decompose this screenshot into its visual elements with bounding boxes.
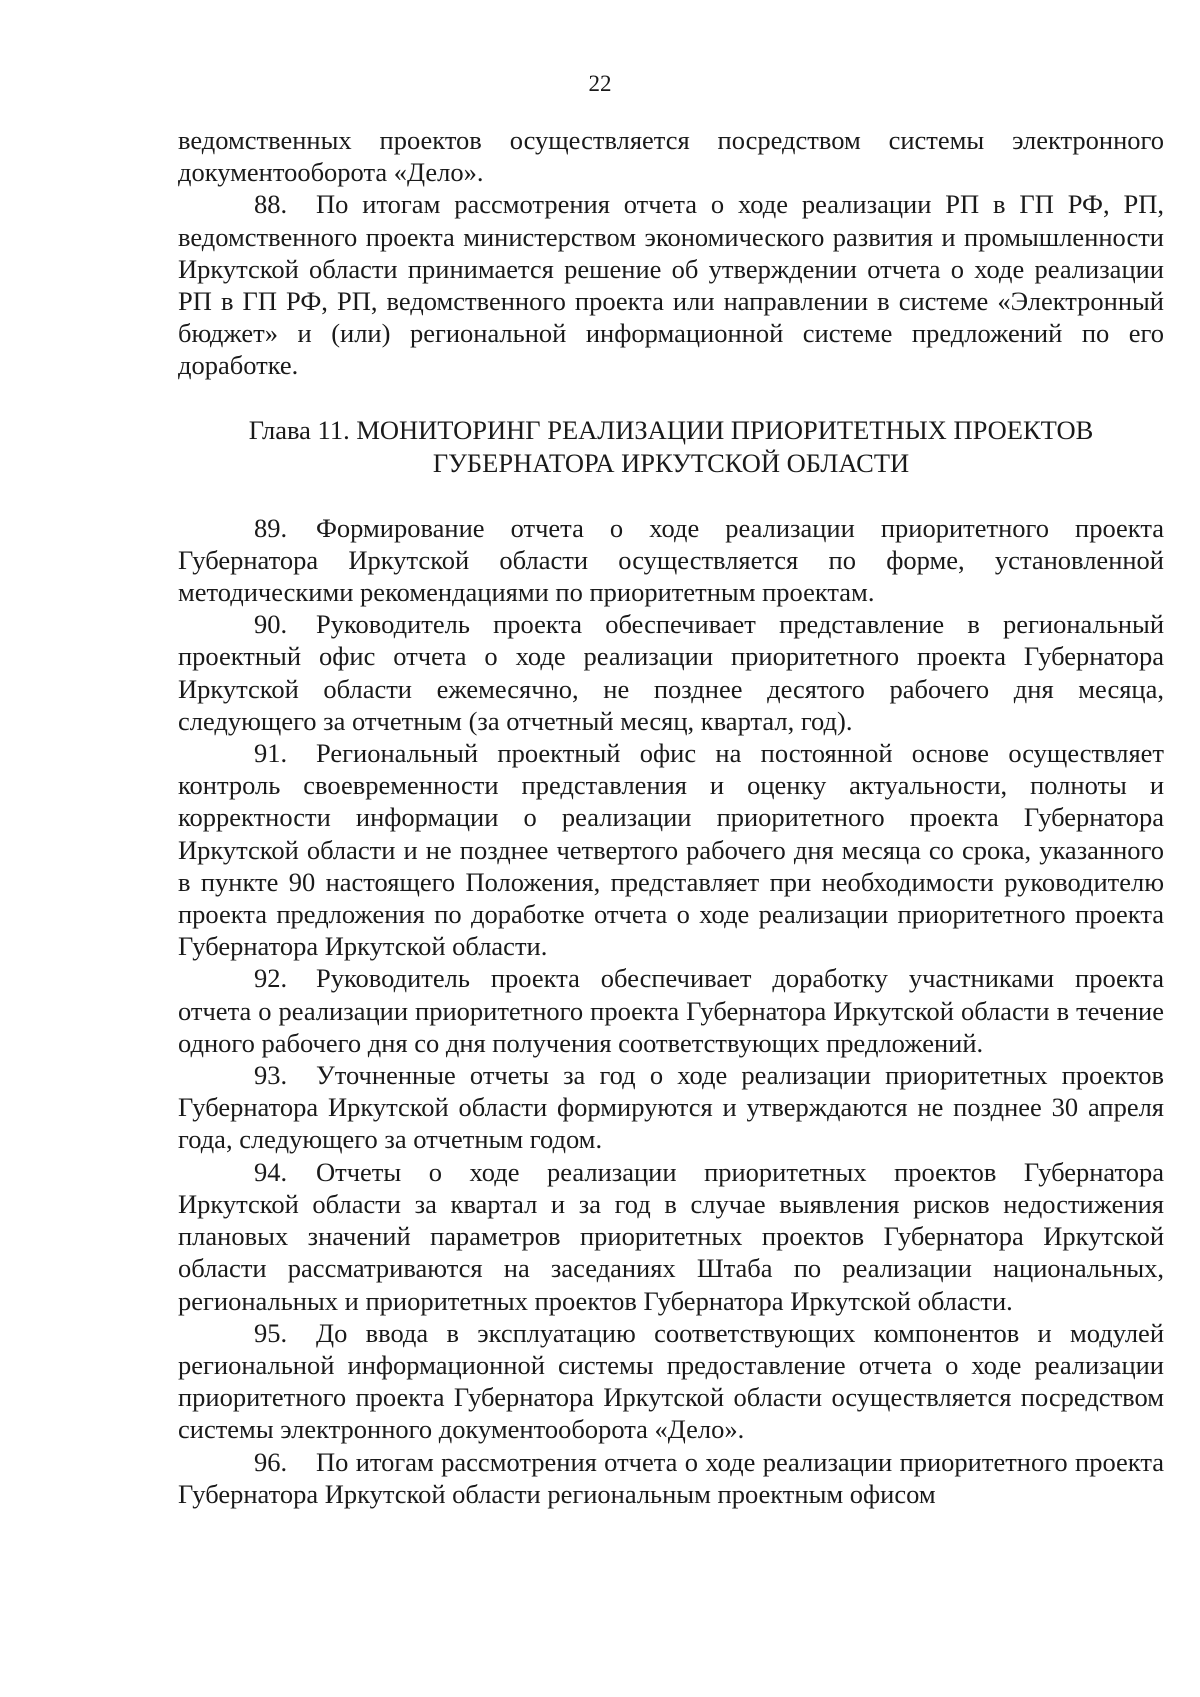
paragraph-number: 88. <box>254 189 288 220</box>
paragraph-number: 96. <box>254 1446 288 1477</box>
paragraph-96 <box>178 1446 1164 1510</box>
chapter-heading <box>178 414 1164 480</box>
paragraph-number: 89. <box>254 512 288 543</box>
chapter-heading-line-2: ГУБЕРНАТОРА ИРКУТСКОЙ ОБЛАСТИ <box>432 447 910 478</box>
paragraph-text: Руководитель проекта обеспечивает доработку участниками проекта отчета о реализации приоритетного проекта Губернатора Иркутской области в течение одного рабочего дня со дня получения соответствующих предложений. <box>178 963 1164 1058</box>
paragraph-text: Формирование отчета о ходе реализации приоритетного проекта Губернатора Иркутской области осуществляется по форме, установленной методическими рекомендациями по приоритетным проектам. <box>178 512 1164 608</box>
paragraph-number: 93. <box>254 1060 288 1091</box>
page-number: 22 <box>588 71 612 96</box>
paragraph-number: 92. <box>254 963 288 994</box>
paragraph-text: По итогам рассмотрения отчета о ходе реализации приоритетного проекта Губернатора Иркутской области региональным проектным офисом <box>178 1446 1164 1509</box>
paragraph-text: До ввода в эксплуатацию соответствующих компонентов и модулей региональной информационной системы предоставление отчета о ходе реализации приоритетного проекта Губернатора Иркутской области осуществляется посредством системы электронного документооборота «Дело». <box>178 1317 1164 1445</box>
paragraph-text: По итогам рассмотрения отчета о ходе реализации РП в ГП РФ, РП, ведомственного проекта министерством экономического развития и промышленности Иркутской области принимается решение об утверждении отчета о ходе реализации РП в ГП РФ, РП, ведомственного проекта или направлении в системе «Электронный бюджет» и (или) региональной информационной системе предложений по его доработке. <box>178 189 1164 381</box>
paragraph-93 <box>178 1059 1164 1156</box>
paragraph-number: 94. <box>254 1156 288 1187</box>
paragraph-text: Руководитель проекта обеспечивает представление в региональный проектный офис отчета о ходе реализации приоритетного проекта Губернатора Иркутской области ежемесячно, не позднее десятого рабочего дня месяца, следующего за отчетным (за отчетный месяц, квартал, год). <box>178 609 1164 736</box>
paragraph-95 <box>178 1317 1164 1446</box>
paragraph-92 <box>178 962 1164 1059</box>
paragraph-text: Отчеты о ходе реализации приоритетных проектов Губернатора Иркутской области за квартал и за год в случае выявления рисков недостижения плановых значений параметров приоритетных проектов Губернатора Иркутской области рассматриваются на заседаниях Штаба по реализации национальных, региональных и приоритетных проектов Губернатора Иркутской области. <box>178 1156 1164 1316</box>
paragraph-text: Уточненные отчеты за год о ходе реализации приоритетных проектов Губернатора Иркутской области формируются и утверждаются не позднее 30 апреля года, следующего за отчетным годом. <box>178 1060 1164 1155</box>
paragraph-89 <box>178 512 1164 609</box>
paragraph-94 <box>178 1156 1164 1317</box>
paragraph-number: 91. <box>254 738 288 769</box>
continuation-paragraph: ведомственных проектов осуществляется посредством системы электронного документооборота «Дело». <box>178 125 1164 188</box>
paragraph-90 <box>178 608 1164 737</box>
paragraph-number: 90. <box>254 609 288 640</box>
paragraph-91 <box>178 737 1164 962</box>
document-body <box>178 124 1164 1510</box>
paragraph-text: Региональный проектный офис на постоянной основе осуществляет контроль своевременности представления и оценку актуальности, полноты и корректности информации о реализации приоритетного проекта Губернатора Иркутской области и не позднее четвертого рабочего дня месяца со срока, указанного в пункте 90 настоящего Положения, представляет при необходимости руководителю проекта предложения по доработке отчета о ходе реализации приоритетного проекта Губернатора Иркутской области. <box>178 738 1164 962</box>
paragraph-88 <box>178 188 1164 381</box>
paragraph-number: 95. <box>254 1317 288 1348</box>
chapter-heading-line-1: Глава 11. МОНИТОРИНГ РЕАЛИЗАЦИИ ПРИОРИТЕТНЫХ ПРОЕКТОВ <box>248 414 1094 445</box>
